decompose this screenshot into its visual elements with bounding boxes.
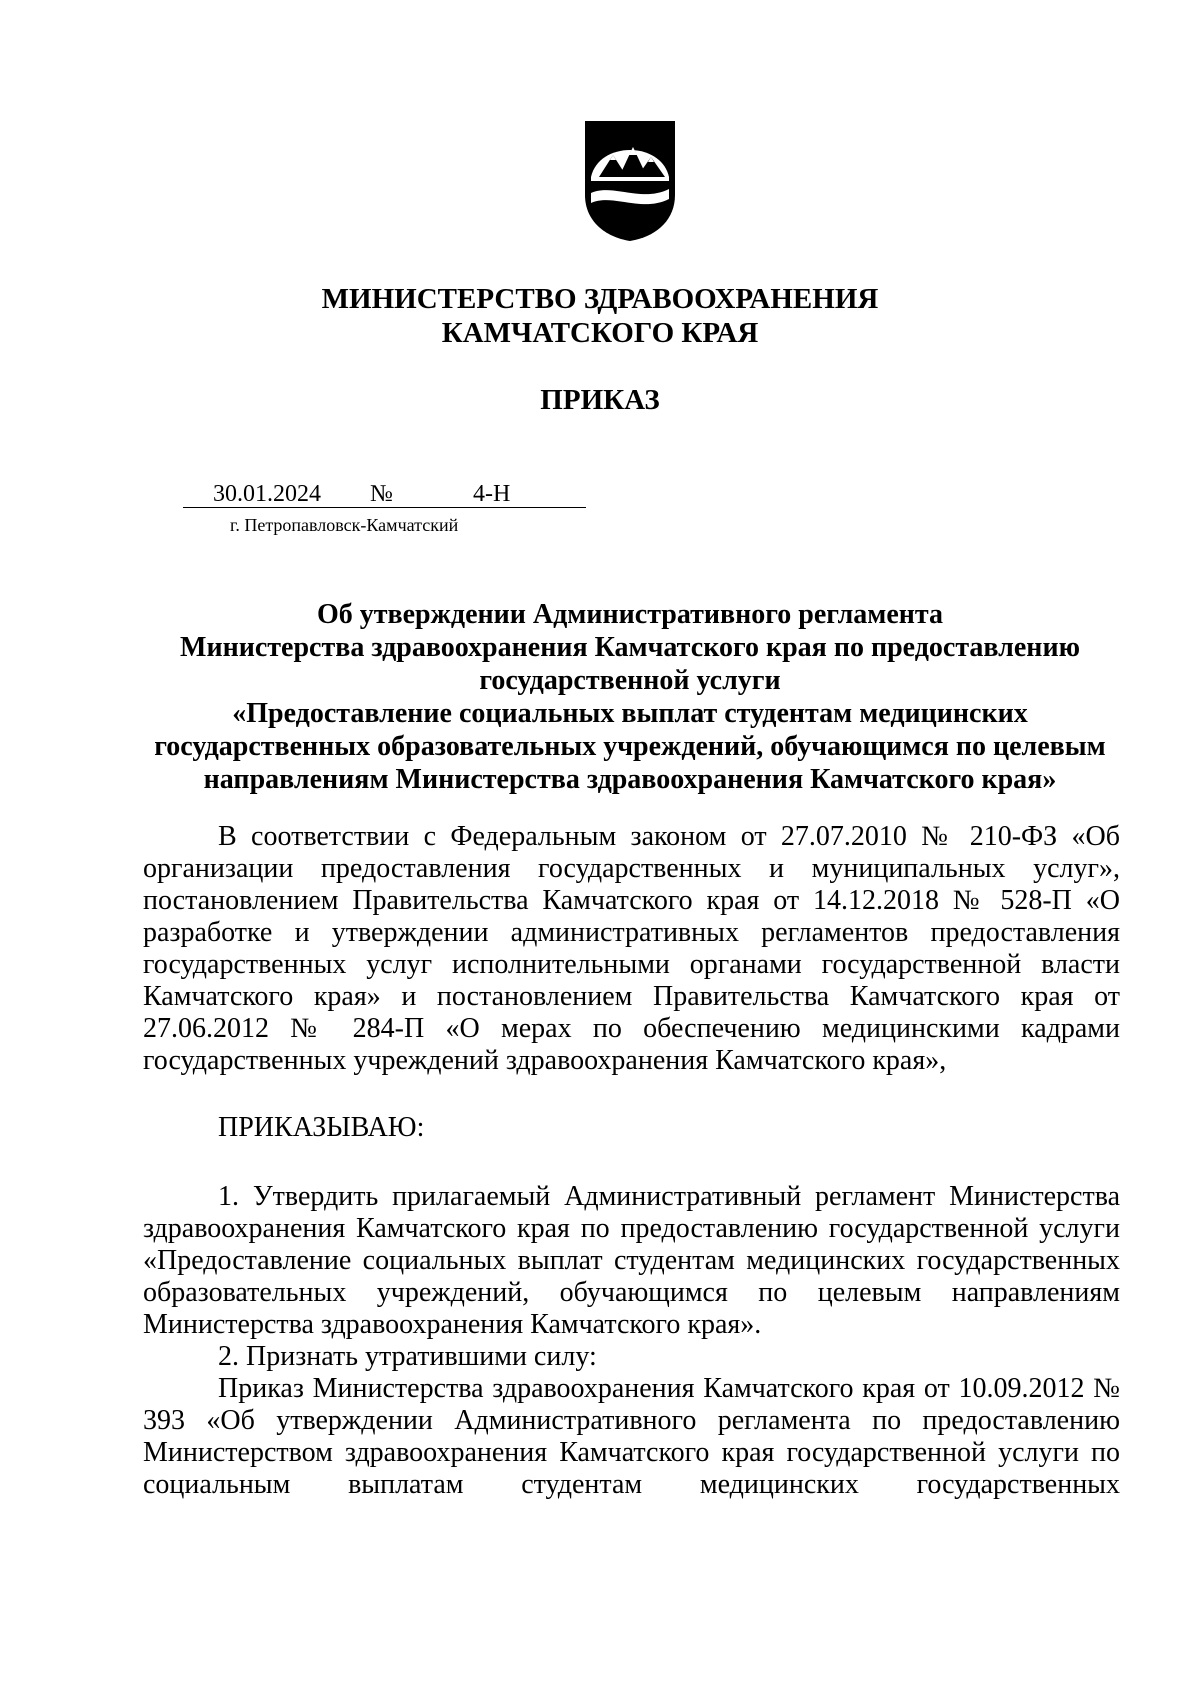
underline bbox=[183, 507, 586, 508]
item-2-text-line: 393 «Об утверждении Административного регламента по предоставлению bbox=[143, 1405, 1120, 1436]
coat-of-arms-icon bbox=[577, 117, 683, 243]
preamble-line: В соответствии с Федеральным законом от 27.07.2010 № 210-ФЗ «Об bbox=[218, 821, 1120, 852]
item-1-line: «Предоставление социальных выплат студентам медицинских государственных bbox=[143, 1245, 1120, 1276]
subject-line: Министерства здравоохранения Камчатского края по предоставлению bbox=[180, 632, 1080, 663]
city-name: г. Петропавловск-Камчатский bbox=[230, 515, 459, 535]
item-1-line: 1. Утвердить прилагаемый Административный регламент Министерства bbox=[218, 1181, 1120, 1212]
subject-line: государственной услуги bbox=[479, 665, 781, 696]
subject-line: направлениям Министерства здравоохранения Камчатского края» bbox=[203, 764, 1057, 795]
document-type: ПРИКАЗ bbox=[540, 384, 660, 416]
registration-line bbox=[183, 481, 586, 511]
ministry-name bbox=[0, 282, 1200, 350]
item-2-line: 2. Признать утратившими силу: bbox=[218, 1341, 597, 1372]
item-1-line: образовательных учреждений, обучающимся по целевым направлениям bbox=[143, 1277, 1120, 1308]
subject-line: государственных образовательных учреждений, обучающимся по целевым bbox=[154, 731, 1106, 762]
item-2-text-line: социальным выплатам студентам медицинских государственных bbox=[143, 1469, 1120, 1500]
preamble-line: постановлением Правительства Камчатского края от 14.12.2018 № 528-П «О bbox=[143, 885, 1120, 916]
order-date: 30.01.2024 bbox=[213, 481, 321, 507]
preamble-line: государственных учреждений здравоохранения Камчатского края», bbox=[143, 1045, 947, 1076]
preamble-line: 27.06.2012 № 284-П «О мерах по обеспечению медицинскими кадрами bbox=[143, 1013, 1120, 1044]
preamble-line: Камчатского края» и постановлением Правительства Камчатского края от bbox=[143, 981, 1120, 1012]
ministry-line-1: МИНИСТЕРСТВО ЗДРАВООХРАНЕНИЯ bbox=[321, 283, 879, 315]
item-2-text-line: Министерством здравоохранения Камчатского края государственной услуги по bbox=[143, 1437, 1120, 1468]
preamble-line: разработке и утверждении административных регламентов предоставления bbox=[143, 917, 1120, 948]
item-1-line: здравоохранения Камчатского края по предоставлению государственной услуги bbox=[143, 1213, 1120, 1244]
number-sign: № bbox=[370, 481, 393, 507]
subject-line: Об утверждении Административного регламента bbox=[316, 599, 944, 630]
subject-line: «Предоставление социальных выплат студентам медицинских bbox=[232, 698, 1028, 729]
item-1-line: Министерства здравоохранения Камчатского края». bbox=[143, 1309, 762, 1340]
preamble-line: организации предоставления государственных и муниципальных услуг», bbox=[143, 853, 1120, 884]
order-word: ПРИКАЗЫВАЮ: bbox=[218, 1112, 425, 1143]
order-subject bbox=[140, 598, 1120, 796]
order-number: 4-Н bbox=[473, 481, 511, 507]
ministry-line-2: КАМЧАТСКОГО КРАЯ bbox=[441, 317, 759, 349]
preamble-line: государственных услуг исполнительными органами государственной власти bbox=[143, 949, 1120, 980]
item-2-text-line: Приказ Министерства здравоохранения Камчатского края от 10.09.2012 № bbox=[218, 1373, 1120, 1404]
